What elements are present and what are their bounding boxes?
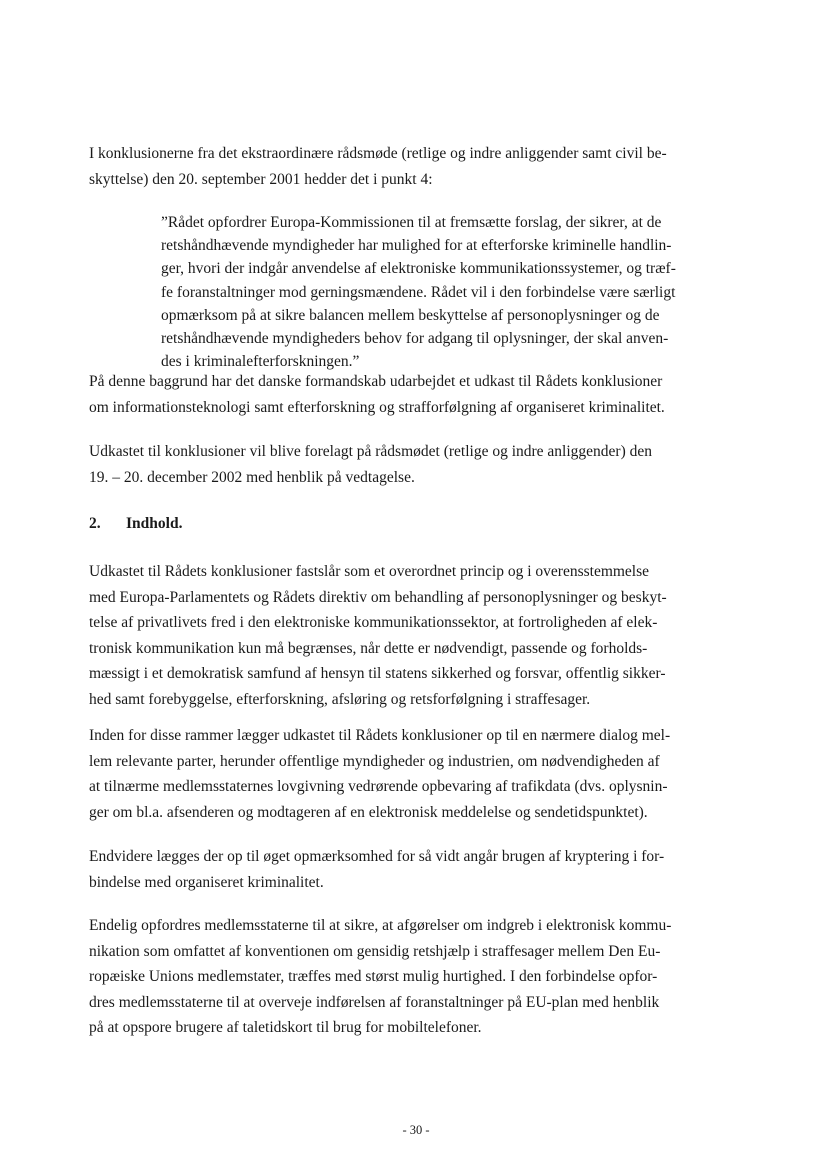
text-line: des i kriminalefterforskningen.” [161,353,360,371]
text-line: På denne baggrund har det danske formandskab udarbejdet et udkast til Rådets konklusioner [89,373,663,390]
text-line: mæssigt i et demokratisk samfund af hensyn til statens sikkerhed og forsvar, offentlig sikker- [89,665,666,682]
text-line: hed samt forebyggelse, efterforskning, afsløring og retsforfølgning i straffesager. [89,690,591,708]
text-line: dres medlemsstaterne til at overveje indførelsen af foranstaltninger på EU-plan med henblik [89,993,660,1011]
section-heading [89,511,182,536]
presentation-paragraph [89,439,721,490]
text-line: ger, hvori der indgår anvendelse af elektroniske kommunikationssystemer, og træf- [161,260,676,278]
text-line: Udkastet til konklusioner vil blive forelagt på rådsmødet (retlige og indre anliggender) den [89,443,653,460]
text-line: retshåndhævende myndigheder har mulighed for at efterforske kriminelle handlin- [161,237,672,255]
text-line: på at opspore brugere af taletidskort til brug for mobiltelefoner. [89,1019,482,1036]
text-line: bindelse med organiseret kriminalitet. [89,873,324,891]
encryption-paragraph [89,844,721,895]
background-paragraph [89,369,721,420]
text-line: med Europa-Parlamentets og Rådets direktiv om behandling af personoplysninger og beskyt- [89,588,667,606]
principle-paragraph [89,559,721,712]
text-line: ger om bl.a. afsenderen og modtageren af en elektronisk meddelelse og sendetidspunktet). [89,803,648,821]
text-line: lem relevante parter, herunder offentlige myndigheder og industrien, om nødvendigheden af [89,752,660,770]
text-line: telse af privatlivets fred i den elektroniske kommunikationssektor, at fortroligheden af elek- [89,614,658,631]
text-line: Endvidere lægges der op til øget opmærksomhed for så vidt angår brugen af kryptering i for- [89,848,665,865]
final-paragraph [89,913,721,1041]
council-quote [161,211,721,373]
text-line: ropæiske Unions medlemstater, træffes med størst mulig hurtighed. I den forbindelse opfor- [89,968,658,985]
text-line: 19. – 20. december 2002 med henblik på vedtagelse. [89,468,415,486]
text-line: ”Rådet opfordrer Europa-Kommissionen til at fremsætte forslag, der sikrer, at de [161,214,662,231]
text-line: om informationsteknologi samt efterforskning og strafforfølgning af organiseret kriminalitet. [89,398,665,416]
text-line: Inden for disse rammer lægger udkastet til Rådets konklusioner op til en nærmere dialog mel- [89,727,671,744]
text-line: I konklusionerne fra det ekstraordinære rådsmøde (retlige og indre anliggender samt civil be- [89,145,667,162]
dialog-paragraph [89,723,721,825]
text-line: at tilnærme medlemsstaternes lovgivning vedrørende opbevaring af trafikdata (dvs. oplysnin- [89,778,668,795]
text-line: tronisk kommunikation kun må begrænses, når dette er nødvendigt, passende og forholds- [89,639,648,657]
section-title: Indhold. [126,515,183,532]
text-line: retshåndhævende myndigheders behov for adgang til oplysninger, der skal anven- [161,330,669,348]
text-line: opmærksom på at sikre balancen mellem beskyttelse af personoplysninger og de [161,306,660,324]
page-number: - 30 - [402,1123,430,1137]
text-line: Endelig opfordres medlemsstaterne til at sikre, at afgørelser om indgreb i elektronisk kommu- [89,917,672,934]
intro-paragraph [89,141,721,192]
text-line: Udkastet til Rådets konklusioner fastslår som et overordnet princip og i overensstemmelse [89,563,650,580]
text-line: skyttelse) den 20. september 2001 hedder det i punkt 4: [89,170,433,188]
text-line: fe foranstaltninger mod gerningsmændene. Rådet vil i den forbindelse være særligt [161,283,676,301]
text-line: nikation som omfattet af konventionen om gensidig retshjælp i straffesager mellem Den Eu- [89,942,661,960]
section-number: 2. [89,515,101,532]
